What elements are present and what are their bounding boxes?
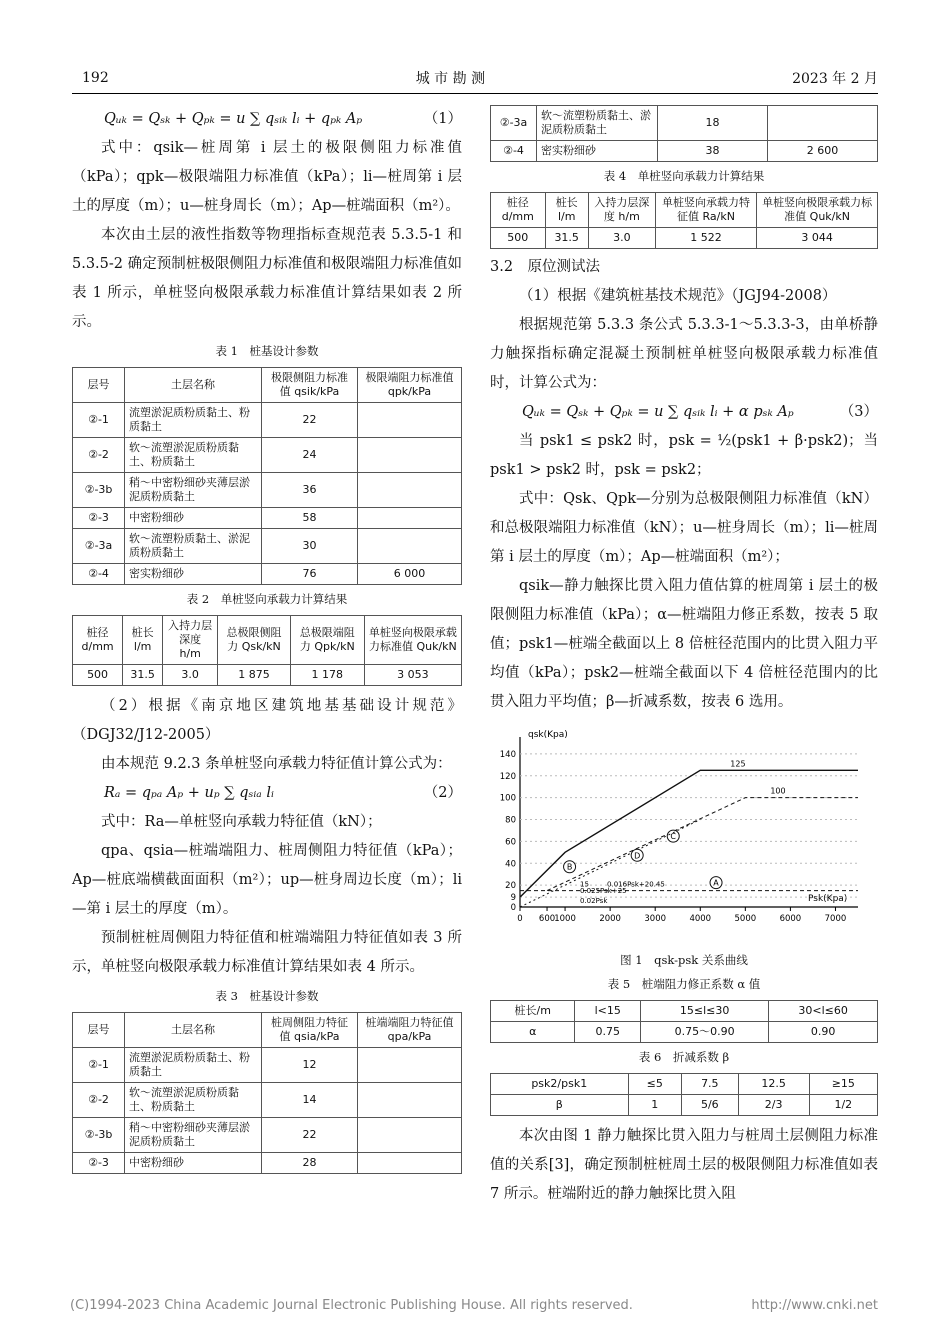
table-row: ②-4 密实粉细砂 38 2 600 (491, 141, 878, 162)
equation-1: Qᵤₖ = Qₛₖ + Qₚₖ = u ∑ qₛᵢₖ lᵢ + qₚₖ Aₚ （1） (104, 111, 462, 127)
x-tick-label: 600 (538, 914, 556, 924)
table-3-continued (490, 105, 878, 162)
header-rule (72, 93, 878, 94)
paragraph: 根据规范第 5.3.3 条公式 5.3.3-1～5.3.3-3，由单桥静力触探指标确定混凝土预制桩单桩竖向极限承载力标准值时，计算公式为： (490, 317, 878, 391)
y-axis-label: qsk(Kpa) (528, 730, 568, 740)
y-tick-label: 60 (505, 837, 516, 848)
table-row: 500 31.5 3.0 1 522 3 044 (491, 228, 878, 249)
table-row: ②-1 流塑淤泥质粉质黏土、粉质黏土 22 (73, 403, 462, 438)
table-row: ②-3a 软～流塑粉质黏土、淤泥质粉质黏土 30 (73, 529, 462, 564)
x-tick-label: 5000 (734, 914, 757, 924)
qsk-psk-chart (490, 725, 878, 935)
series-label: 0.02Psk (580, 897, 608, 905)
table-4-caption: 表 4 单桩竖向承载力计算结果 (603, 169, 765, 183)
x-tick-label: 7000 (824, 914, 847, 924)
x-axis-label: Psk(Kpa) (808, 894, 848, 904)
y-tick-label: 0 (510, 903, 516, 913)
equation-3: Qᵤₖ = Qₛₖ + Qₚₖ = u ∑ qₛᵢₖ lᵢ + α pₛₖ Aₚ （3） (522, 404, 878, 420)
right-column (490, 105, 878, 1209)
copyright: (C)1994-2023 China Academic Journal Electronic Publishing House. All rights reserved. (70, 1298, 633, 1313)
page-footer (70, 1298, 878, 1313)
table-2: 桩径 d/mm 桩长 l/m 入持力层深度 h/m 总极限侧阻力 Qsk/kN 总极限端阻力 Qpk/kN 单桩竖向极限承载力标准值 Quk/kN 500 31.5 3.0 1 875 1 178 3 053 (72, 615, 462, 686)
annotation: 125 (730, 759, 746, 769)
x-tick-label: 4000 (689, 914, 712, 924)
equation-2: Rₐ = qₚₐ Aₚ + uₚ ∑ qₛᵢₐ lᵢ （2） (104, 785, 462, 801)
series-name: B (566, 862, 573, 872)
website: http://www.cnki.net (751, 1298, 878, 1313)
section-heading: 3.2 原位测试法 (490, 259, 601, 275)
paragraph: 式中：qsik—桩周第 i 层土的极限侧阻力标准值（kPa）；qpk—极限端阻力标准值（kPa）；li—桩周第 i 层土的厚度（m）；u—桩身周长（m）；Ap—桩端面积（m²）。 (72, 140, 462, 214)
series-line-C (547, 798, 858, 891)
y-tick-label: 120 (499, 771, 516, 782)
table-row: ②-3b 稍～中密粉细砂夹薄层淤泥质粉质黏土 36 (73, 473, 462, 508)
page-number: 192 (82, 70, 109, 86)
y-tick-label: 140 (499, 749, 516, 760)
paragraph: qpa、qsia—桩端端阻力、桩周侧阻力特征值（kPa）；Ap—桩底端横截面面积（m²）；up—桩身周边长度（m）；li—第 i 层土的厚度（m）。 (72, 843, 462, 917)
paragraph: 式中：Ra—单桩竖向承载力特征值（kN）； (101, 814, 382, 830)
table-row: ②-4 密实粉细砂 76 6 000 (73, 564, 462, 585)
y-tick-label: 80 (505, 815, 516, 826)
table-3-caption: 表 3 桩基设计参数 (215, 989, 319, 1003)
table-row: ②-1 流塑淤泥质粉质黏土、粉质黏土 12 (73, 1048, 462, 1083)
x-tick-label: 3000 (644, 914, 667, 924)
y-tick-label: 100 (499, 793, 516, 804)
table-1: 层号 土层名称 极限侧阻力标准值 qsik/kPa 极限端阻力标准值 qpk/kPa ②-1 流塑淤泥质粉质黏土、粉质黏土 22 ②-2 软～流塑淤泥质粉质黏土、粉质黏土 24 ②-3b 稍～中密粉细砂夹薄层淤泥质粉质黏土 36 ②-3 中密粉细砂 58 ②-3a 软～流塑粉质黏土、淤泥质粉质黏土 30 ②-4 密实粉细砂 76 6 000 (72, 367, 462, 585)
left-column (72, 105, 462, 1174)
table-5: 桩长/m l<15 15≤l≤30 30<l≤60 α 0.75 0.75～0.90 0.90 (490, 1000, 878, 1043)
table-1-caption: 表 1 桩基设计参数 (215, 344, 319, 358)
table-4: 桩径 d/mm 桩长 l/m 入持力层深度 h/m 单桩竖向承载力特征值 Ra/kN 单桩竖向极限承载力标准值 Quk/kN 500 31.5 3.0 1 522 3 044 (490, 192, 878, 249)
y-tick-label: 40 (505, 859, 516, 870)
table-6-caption: 表 6 折减系数 β (638, 1050, 730, 1064)
table-row: α 0.75 0.75～0.90 0.90 (491, 1022, 878, 1043)
table-row: ②-3a 软～流塑粉质黏土、淤泥质粉质黏土 18 (491, 106, 878, 141)
paragraph: qsik—静力触探比贯入阻力值估算的桩周第 i 层土的极限侧阻力标准值（kPa）；α—桩端阻力修正系数，按表 5 取值；psk1—桩端全截面以上 8 倍桩径范围内的比贯入阻力平均值（kPa）；psk2—桩端全截面以下 4 倍桩径范围内的比贯入阻力平均值；β—折减系数，按表 6 选用。 (490, 578, 878, 710)
paragraph: 本次由土层的液性指数等物理指标查规范表 5.3.5-1 和 5.3.5-2 确定预制桩极限侧阻力标准值和极限端阻力标准值如表 1 所示，单桩竖向极限承载力标准值计算结果如表 2 所示。 (72, 227, 462, 330)
table-row: β 1 5/6 2/3 1/2 (491, 1095, 878, 1116)
series-label: 0.025Psk+25 (580, 887, 627, 896)
series-label: 15 (580, 880, 589, 889)
table-row: 500 31.5 3.0 1 875 1 178 3 053 (73, 665, 462, 686)
series-name: D (634, 851, 641, 861)
paragraph: （2）根据《南京地区建筑地基基础设计规范》（DGJ32/J12-2005） (72, 698, 462, 743)
table-row: ②-2 软～流塑淤泥质粉质黏土、粉质黏土 14 (73, 1083, 462, 1118)
paragraph: 本次由图 1 静力触探比贯入阻力与桩周土层侧阻力标准值的关系[3]，确定预制桩桩周土层的极限侧阻力标准值如表 7 所示。桩端附近的静力触探比贯入阻 (490, 1128, 878, 1202)
series-name: C (670, 832, 677, 842)
table-row: ②-3 中密粉细砂 58 (73, 508, 462, 529)
table-6: psk2/psk1 ≤5 7.5 12.5 ≥15 β 1 5/6 2/3 1/2 (490, 1073, 878, 1116)
paragraph: 式中：Qsk、Qpk—分别为总极限侧阻力标准值（kN）和总极限端阻力标准值（kN）；u—桩身周长（m）；li—桩周第 i 层土的厚度（m）；Ap—桩端面积（m²）； (490, 491, 878, 565)
table-row: ②-2 软～流塑淤泥质粉质黏土、粉质黏土 24 (73, 438, 462, 473)
page-header (82, 66, 878, 90)
annotation: 100 (770, 786, 786, 796)
table-row: ②-3 中密粉细砂 28 (73, 1153, 462, 1174)
x-tick-label: 0 (517, 914, 523, 924)
table-2-caption: 表 2 单桩竖向承载力计算结果 (186, 592, 348, 606)
paragraph: 由本规范 9.2.3 条单桩竖向承载力特征值计算公式为： (101, 756, 452, 772)
series-line-B (520, 770, 858, 897)
x-tick-label: 6000 (779, 914, 802, 924)
series-label: 0.016Psk+20.45 (607, 880, 665, 889)
paragraph: （1）根据《建筑桩基技术规范》（JGJ94-2008） (519, 288, 837, 304)
table-3: 层号 土层名称 桩周侧阻力特征值 qsia/kPa 桩端端阻力特征值 qpa/kPa ②-1 流塑淤泥质粉质黏土、粉质黏土 12 ②-2 软～流塑淤泥质粉质黏土、粉质黏土 14 ②-3b 稍～中密粉细砂夹薄层淤泥质粉质黏土 22 ②-3 中密粉细砂 28 (72, 1012, 462, 1174)
figure-1 (490, 725, 878, 946)
journal-name: 城 市 勘 测 (415, 71, 486, 87)
paragraph: 当 psk1 ≤ psk2 时，psk = ½(psk1 + β·psk2)；当 psk1 > psk2 时，psk = psk2； (490, 433, 878, 478)
y-tick-label: 20 (505, 881, 516, 892)
x-tick-label: 2000 (599, 914, 621, 924)
paragraph: 预制桩桩周侧阻力特征值和桩端端阻力特征值如表 3 所示，单桩竖向极限承载力标准值计算结果如表 4 所示。 (72, 930, 462, 975)
x-tick-label: 1000 (554, 914, 576, 924)
issue-date: 2023 年 2 月 (792, 71, 878, 87)
table-row: ②-3b 稍～中密粉细砂夹薄层淤泥质粉质黏土 22 (73, 1118, 462, 1153)
table-5-caption: 表 5 桩端阻力修正系数 α 值 (607, 977, 761, 991)
figure-1-caption: 图 1 qsk-psk 关系曲线 (620, 953, 748, 967)
series-name: A (713, 878, 719, 888)
y-tick-label: 9 (510, 893, 516, 904)
